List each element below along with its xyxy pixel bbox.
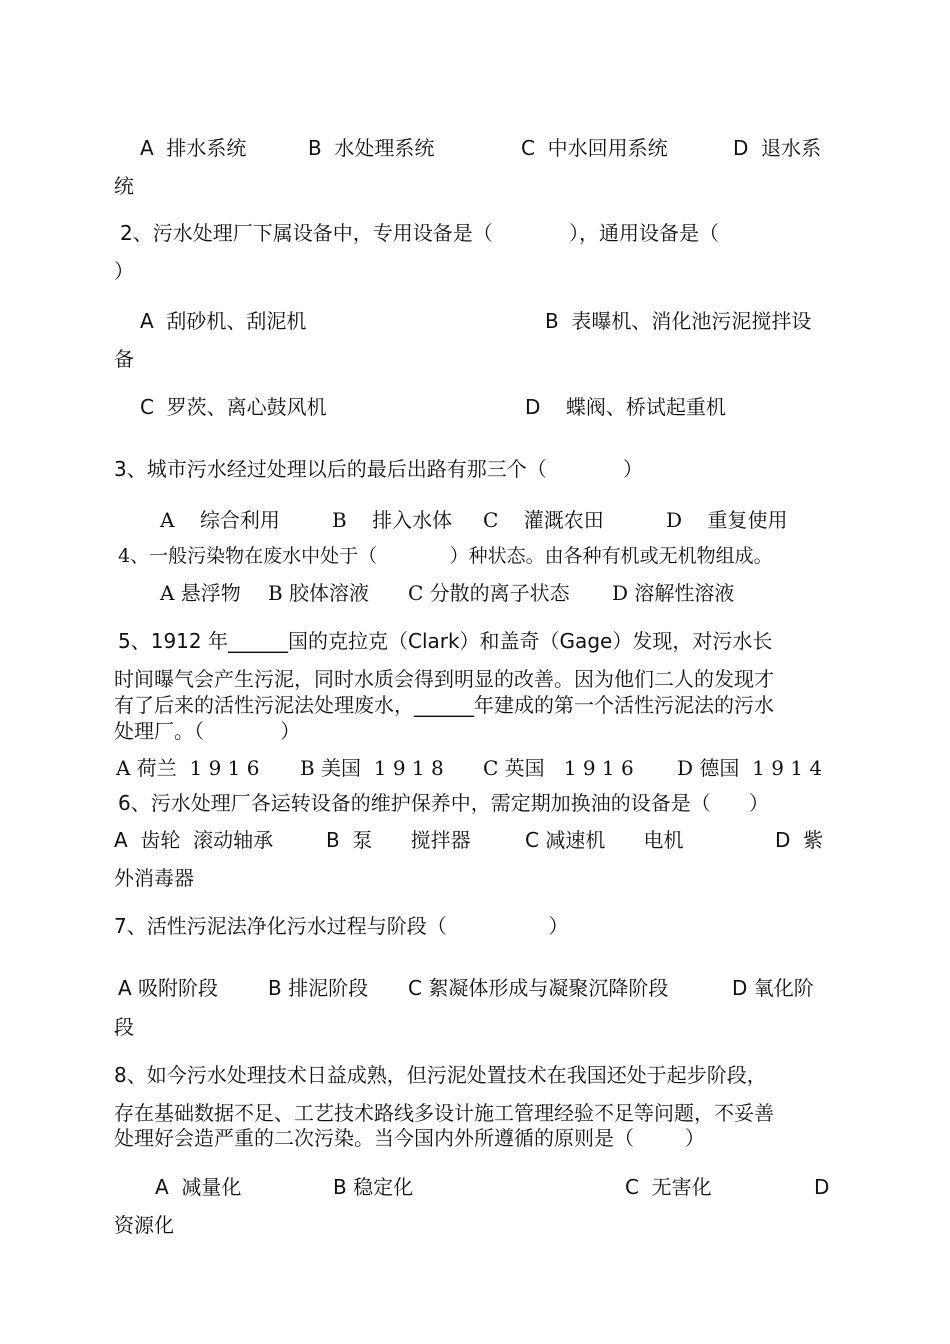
- q6-option-c: C 减速机 电机: [525, 828, 684, 852]
- q2-option-d: D 蝶阀、桥试起重机: [525, 395, 726, 419]
- q2-option-c: C 罗茨、离心鼓风机: [140, 395, 327, 419]
- q5-line-2: 时间曝气会产生污泥，同时水质会得到明显的改善。因为他们二人的发现才: [114, 667, 774, 691]
- q2-option-b-wrap: 备: [114, 347, 134, 371]
- q6-option-d-wrap: 外消毒器: [114, 866, 194, 890]
- q7-option-c: C 絮凝体形成与凝聚沉降阶段: [408, 976, 669, 1000]
- q7-option-b: B 排泥阶段: [268, 976, 369, 1000]
- q8-option-a: A 减量化: [155, 1175, 242, 1199]
- q5-line-1: 5、1912 年______国的克拉克（Clark）和盖奇（Gage）发现，对污水长: [118, 629, 773, 653]
- q1-option-a: A 排水系统: [140, 136, 247, 160]
- q6-option-a: A 齿轮 滚动轴承: [114, 828, 274, 852]
- q7-stem: 7、活性污泥法净化污水过程与阶段（ ）: [114, 914, 569, 938]
- q1-option-d-wrap: 统: [114, 174, 134, 198]
- q5-line-3: 有了后来的活性污泥法处理废水，______年建成的第一个活性污泥法的污水: [114, 693, 774, 717]
- q3-option-d: D 重复使用: [666, 508, 788, 532]
- q8-option-d: D: [814, 1175, 830, 1199]
- q2-stem-wrap: ）: [114, 259, 134, 283]
- q4-option-b: B 胶体溶液: [268, 581, 370, 605]
- q1-option-b: B 水处理系统: [308, 136, 435, 160]
- q3-stem: 3、城市污水经过处理以后的最后出路有那三个（ ）: [114, 457, 644, 481]
- q4-option-d: D 溶解性溶液: [612, 581, 735, 605]
- q5-option-a: A 荷兰 1 9 1 6: [116, 756, 260, 780]
- q5-line-4: 处理厂。（ ）: [114, 719, 301, 743]
- q6-stem: 6、污水处理厂各运转设备的维护保养中，需定期加换油的设备是（ ）: [118, 791, 769, 815]
- q1-option-c: C 中水回用系统: [521, 136, 668, 160]
- q8-line-1: 8、如今污水处理技术日益成熟，但污泥处置技术在我国还处于起步阶段，: [114, 1063, 767, 1087]
- q7-option-d-wrap: 段: [114, 1015, 134, 1039]
- q6-option-d: D 紫: [775, 828, 824, 852]
- q8-line-3: 处理好会造严重的二次污染。当今国内外所遵循的原则是（ ）: [114, 1126, 705, 1150]
- q6-option-b: B 泵 搅拌器: [326, 828, 471, 852]
- q1-option-d: D 退水系: [733, 136, 822, 160]
- q5-option-d: D 德国 1 9 1 4: [677, 756, 823, 780]
- q4-stem: 4、一般污染物在废水中处于（ ）种状态。由各种有机或无机物组成。: [118, 545, 773, 567]
- q2-option-a: A 刮砂机、刮泥机: [140, 309, 307, 333]
- q2-option-b: B 表曝机、消化池污泥搅拌设: [545, 309, 812, 333]
- q4-option-c: C 分散的离子状态: [408, 581, 570, 605]
- q5-option-c: C 英国 1 9 1 6: [483, 756, 634, 780]
- q2-stem: 2、污水处理厂下属设备中，专用设备是（ ），通用设备是（: [120, 221, 720, 245]
- q8-option-d-wrap: 资源化: [114, 1213, 174, 1237]
- q8-option-c: C 无害化: [625, 1175, 712, 1199]
- q3-option-a: A 综合利用: [160, 508, 280, 532]
- q8-option-b: B 稳定化: [333, 1175, 414, 1199]
- q5-option-b: B 美国 1 9 1 8: [300, 756, 444, 780]
- q7-option-a: A 吸附阶段: [118, 976, 219, 1000]
- q3-option-c: C 灌溉农田: [483, 508, 604, 532]
- q3-option-b: B 排入水体: [332, 508, 453, 532]
- q4-option-a: A 悬浮物: [160, 581, 241, 605]
- q7-option-d: D 氧化阶: [732, 976, 814, 1000]
- q8-line-2: 存在基础数据不足、工艺技术路线多设计施工管理经验不足等问题，不妥善: [114, 1101, 774, 1125]
